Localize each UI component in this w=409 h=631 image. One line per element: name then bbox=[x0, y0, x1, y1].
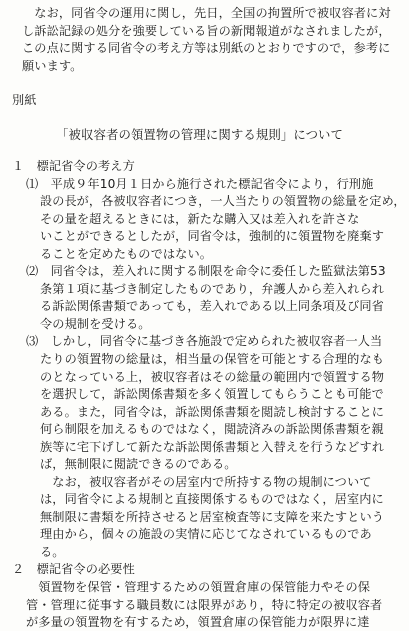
paragraph-line: ⑵ 同省令は，差入れに関する制限を命令に委任した監獄法第53 bbox=[26, 264, 386, 279]
paragraph-line: る。 bbox=[40, 544, 65, 559]
intro-line: この点に関する同省令の考え方等は別紙のとおりですので，参考に bbox=[22, 41, 391, 56]
section-heading: ２ 標記省令の必要性 bbox=[12, 562, 135, 577]
paragraph-line: は，同省令による規制と直接関係するものではなく，居室内に bbox=[40, 492, 384, 507]
paragraph-line: 令の規制を受ける。 bbox=[40, 316, 151, 331]
paragraph-line: 条第１項に基づき制定したものであり，弁護人から差入れられ bbox=[40, 281, 385, 296]
paragraph-line: 無制限に書類を所持させると居室検査等に支障を来たすという bbox=[40, 509, 385, 524]
paragraph-line: を選択して，訴訟関係書類を多く領置してもらうことも可能で bbox=[40, 387, 384, 401]
document-title: 「被収容者の領置物の管理に関する規則」について bbox=[56, 126, 344, 142]
paragraph-line: いことができるとしたが，同省令は，強制的に領置物を廃棄す bbox=[40, 229, 385, 244]
intro-line: なお，同省令の運用に関し，先日，全国の拘置所で被収容者に対 bbox=[22, 6, 391, 20]
paragraph-line: 領置物を保管・管理するための領置倉庫の保管能力やその保 bbox=[26, 579, 371, 594]
paragraph-line: ある。また，同省令は，訴訟関係書類を閲読し検討することに bbox=[40, 404, 385, 419]
paragraph-line: たりの領置物の総量は，相当量の保管を可能とする合理的なも bbox=[40, 351, 385, 366]
paragraph-line: ることを定めたものではない。 bbox=[40, 246, 213, 261]
paragraph-line: ば，無制限に閲読できるのである。 bbox=[40, 457, 237, 472]
paragraph-line: 理由から，個々の施設の実情に応じてなされているものであ bbox=[40, 527, 372, 542]
intro-line: し訴訟記録の処分を強要している旨の新聞報道がなされましたが， bbox=[22, 23, 391, 38]
paragraph-line: ⑶ しかし，同省令に基づき各施設で定められた被収容者一人当 bbox=[26, 334, 383, 349]
intro-line: 願います。 bbox=[22, 58, 83, 73]
section-heading: １ 標記省令の考え方 bbox=[12, 159, 135, 173]
paragraph-line: 管・管理に従事する職員数には限界があり，特に特定の被収容者 bbox=[26, 597, 383, 612]
paragraph-line: 族等に宅下げして新たな訴訟関係書類と入替えを行うなどすれ bbox=[40, 439, 385, 454]
paragraph-line: ⑴ 平成９年10月１日から施行された標記省令により，行刑施 bbox=[26, 176, 374, 191]
paragraph-line: る訴訟関係書類であっても，差入れである以上同条項及び同省 bbox=[40, 299, 384, 314]
appendix-label: 別紙 bbox=[12, 92, 37, 107]
paragraph-line: なお，被収容者がその居室内で所持する物の規制について bbox=[40, 474, 372, 489]
paragraph-line: が多量の領置物を有するため，領置倉庫の保管能力が限界に達 bbox=[26, 615, 370, 629]
paragraph-line: 何ら制限を加えるものではなく，閲読済みの訴訟関係書類を親 bbox=[40, 422, 384, 437]
paragraph-line: その量を超えるときには，新たな購入又は差入れを許さな bbox=[40, 211, 360, 226]
paragraph-line: のとなっている上，被収容者はその総量の範囲内で領置する物 bbox=[40, 369, 385, 384]
paragraph-line: 設の長が，各被収容者につき，一人当たりの領置物の総量を定め， bbox=[40, 194, 406, 209]
